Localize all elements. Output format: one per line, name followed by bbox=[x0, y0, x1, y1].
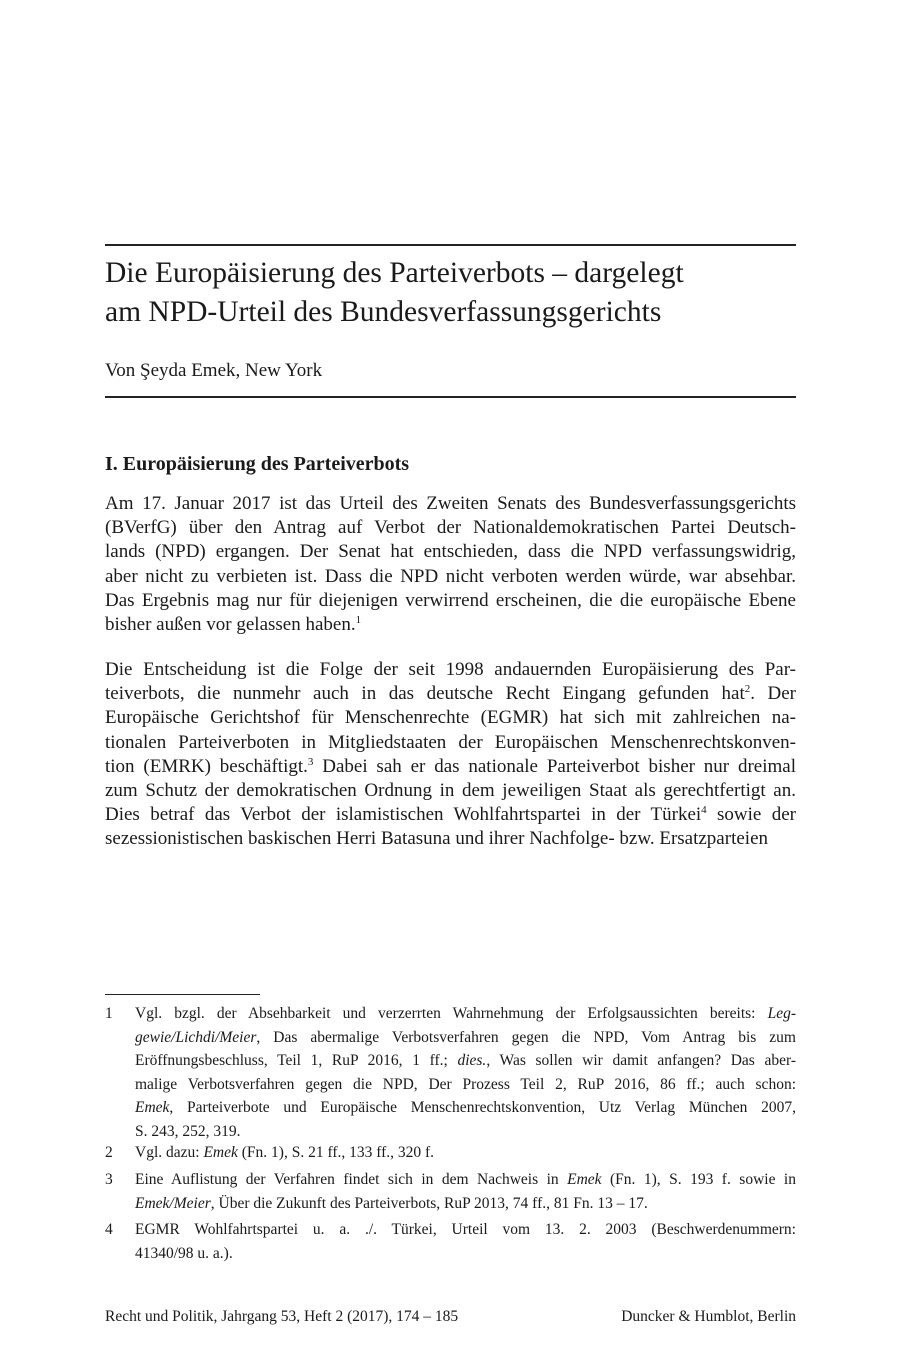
footnote-body bbox=[135, 1218, 796, 1265]
footnote-number: 4 bbox=[105, 1221, 113, 1238]
text-line: tionalen Parteiverboten in Mitgliedstaaten der Europäischen Menschenrechtskonven- bbox=[105, 731, 796, 753]
text-segment: bisher außen vor gelassen haben. bbox=[105, 613, 356, 635]
text-segment: (Fn. 1), S. 193 f. sowie in bbox=[601, 1171, 796, 1188]
text-segment: . Der bbox=[750, 683, 796, 705]
footnote-line bbox=[135, 1002, 796, 1026]
text-segment: Emek bbox=[203, 1144, 238, 1161]
text-segment: teiverbots, die nunmehr auch in das deutsche Recht Eingang gefunden hat bbox=[105, 683, 745, 705]
title-bottom-rule bbox=[105, 396, 796, 398]
footnote-number: 2 bbox=[105, 1144, 113, 1161]
footnote-line bbox=[135, 1049, 796, 1073]
article-title bbox=[105, 254, 805, 332]
text-segment: Leg- bbox=[767, 1005, 796, 1022]
footnote-body bbox=[135, 1002, 796, 1143]
text-segment: Eröffnungsbeschluss, Teil 1, RuP 2016, 1 ff.; bbox=[135, 1052, 458, 1069]
footnote-line bbox=[135, 1096, 796, 1120]
footnote-line bbox=[135, 1168, 796, 1192]
text-segment: sowie der bbox=[706, 804, 796, 826]
text-line: sezessionistischen baskischen Herri Batasuna und ihrer Nachfolge- bzw. Ersatzparteien bbox=[105, 828, 768, 850]
footnote-ref-3[interactable]: 3 bbox=[307, 755, 314, 768]
footnote-body bbox=[135, 1141, 796, 1165]
text-segment: Dies betraf das Verbot der islamistischen Wohlfahrtspartei in der Türkei bbox=[105, 804, 702, 826]
article-author: Von Şeyda Emek, New York bbox=[105, 360, 323, 381]
text-segment: Emek bbox=[567, 1171, 602, 1188]
footnote-line bbox=[135, 1141, 796, 1165]
text-segment: Emek bbox=[135, 1099, 170, 1116]
footnote-3 bbox=[105, 1168, 796, 1215]
text-line: Europäische Gerichtshof für Menschenrechte (EGMR) hat sich mit zahlreichen na- bbox=[105, 707, 796, 729]
text-segment: Dabei sah er das nationale Parteiverbot bisher nur dreimal bbox=[313, 755, 796, 777]
footnote-separator bbox=[105, 994, 260, 995]
footnote-line: EGMR Wohlfahrtspartei u. a. ./. Türkei, Urteil vom 13. 2. 2003 (Beschwerdenummern: bbox=[135, 1221, 796, 1238]
footnote-1 bbox=[105, 1002, 796, 1143]
text-segment: (Fn. 1), S. 21 ff., 133 ff., 320 f. bbox=[237, 1144, 435, 1161]
text-line bbox=[105, 755, 796, 779]
title-line-2: am NPD-Urteil des Bundesverfassungsgerichts bbox=[105, 296, 662, 328]
text-line: Am 17. Januar 2017 ist das Urteil des Zweiten Senats des Bundesverfassungsgerichts bbox=[105, 493, 796, 514]
footnote-4 bbox=[105, 1218, 796, 1265]
paragraph-2 bbox=[105, 658, 796, 852]
text-line: Die Entscheidung ist die Folge der seit 1998 andauernden Europäisierung des Par- bbox=[105, 659, 796, 680]
text-segment: Vgl. dazu: bbox=[135, 1144, 204, 1161]
text-line bbox=[105, 682, 796, 706]
footnote-ref-2[interactable]: 2 bbox=[744, 683, 751, 696]
footnote-number: 3 bbox=[105, 1171, 113, 1188]
section-heading: I. Europäisierung des Parteiverbots bbox=[105, 453, 410, 475]
footnote-ref-1[interactable]: 1 bbox=[355, 613, 362, 626]
text-segment: dies. bbox=[457, 1052, 487, 1069]
text-line: lands (NPD) ergangen. Der Senat hat entschieden, dass die NPD verfassungswidrig, bbox=[105, 541, 796, 563]
publisher: Duncker & Humblot, Berlin bbox=[621, 1308, 796, 1325]
footnote-body bbox=[135, 1168, 796, 1215]
text-segment: , Das abermalige Verbotsverfahren gegen die NPD, Vom Antrag bis zum bbox=[256, 1028, 796, 1046]
title-line-1: Die Europäisierung des Parteiverbots – dargelegt bbox=[105, 257, 684, 289]
text-segment: Vgl. bzgl. der Absehbarkeit und verzerrten Wahrnehmung der Erfolgsaussichten bereits: bbox=[135, 1005, 768, 1022]
footnote-ref-4[interactable]: 4 bbox=[701, 804, 707, 817]
footnote-number: 1 bbox=[105, 1005, 113, 1022]
text-segment: , Über die Zukunft des Parteiverbots, RuP 2013, 74 ff., 81 Fn. 13 – 17. bbox=[210, 1194, 648, 1212]
text-line: (BVerfG) über den Antrag auf Verbot der Nationaldemokratischen Partei Deutsch- bbox=[105, 517, 796, 539]
footnote-line bbox=[135, 1026, 796, 1050]
text-line bbox=[105, 613, 796, 637]
footnote-line: S. 243, 252, 319. bbox=[135, 1122, 241, 1140]
text-line bbox=[105, 803, 796, 827]
text-segment: tion (EMRK) beschäftigt. bbox=[105, 755, 308, 777]
title-top-rule bbox=[105, 244, 796, 246]
footnote-line bbox=[135, 1192, 796, 1216]
footnote-2 bbox=[105, 1141, 796, 1165]
paragraph-1 bbox=[105, 492, 796, 637]
text-line: zum Schutz der demokratischen Ordnung in dem jeweiligen Staat als gerechtfertigt an. bbox=[105, 779, 796, 801]
text-segment: Emek/Meier bbox=[135, 1194, 211, 1212]
journal-citation: Recht und Politik, Jahrgang 53, Heft 2 (2017), 174 – 185 bbox=[105, 1308, 459, 1325]
text-segment: gewie/Lichdi/Meier bbox=[135, 1028, 257, 1046]
text-segment: Eine Auflistung der Verfahren findet sich in dem Nachweis in bbox=[135, 1171, 568, 1188]
footnote-line: 41340/98 u. a.). bbox=[135, 1244, 233, 1262]
text-segment: , Was sollen wir damit anfangen? Das aber- bbox=[486, 1052, 797, 1069]
text-segment: , Parteiverbote und Europäische Menschenrechtskonvention, Utz Verlag München 2007, bbox=[169, 1099, 796, 1116]
text-line: aber nicht zu verbieten ist. Dass die NPD nicht verboten werden würde, war absehbar. bbox=[105, 565, 796, 587]
text-line: Das Ergebnis mag nur für diejenigen verwirrend erscheinen, die die europäische Ebene bbox=[105, 589, 796, 611]
footnote-line: malige Verbotsverfahren gegen die NPD, Der Prozess Teil 2, RuP 2016, 86 ff.; auch schon: bbox=[135, 1075, 796, 1093]
